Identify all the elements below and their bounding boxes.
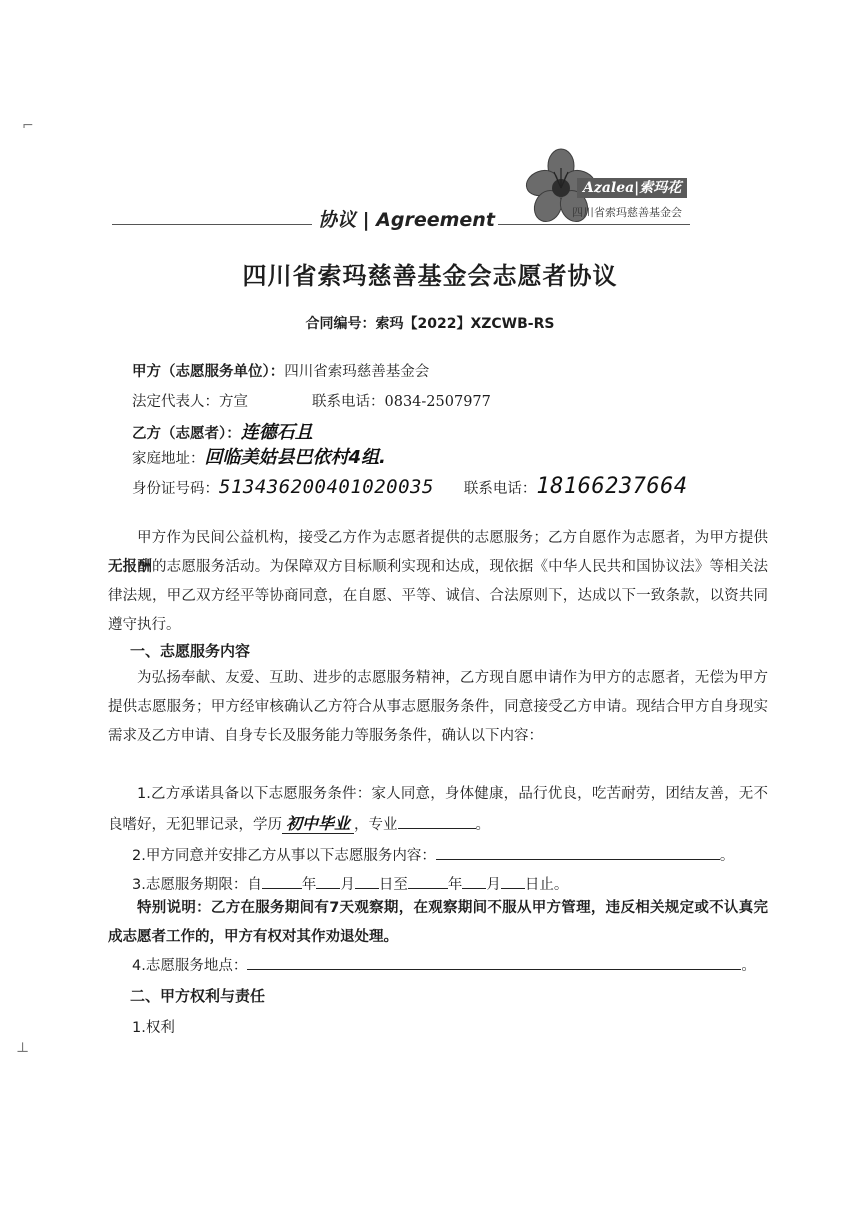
- section1-heading: 一、志愿服务内容: [130, 642, 251, 660]
- item1-text: 1.乙方承诺具备以下志愿服务条件：家人同意，身体健康，品行优良，吃苦耐劳，团结友善，无不良嗜好，无犯罪记录，学历: [108, 786, 768, 833]
- item3-prefix: 3.志愿服务期限：自: [132, 877, 262, 893]
- party-a-row: [132, 360, 429, 381]
- item1-major-label: ，专业: [354, 817, 398, 833]
- item4-text: 4.志愿服务地点：: [132, 958, 248, 974]
- party-b-id-handwritten: 513436200401020035: [219, 476, 434, 498]
- item3-month-2: 月: [486, 877, 501, 893]
- party-a-phone-label: 联系电话：: [312, 394, 385, 410]
- intro-paragraph: [108, 524, 768, 640]
- header-rule-left: [112, 224, 312, 225]
- item3-end: 日止。: [524, 877, 569, 893]
- party-b-row: [132, 418, 313, 444]
- item3-year-1: 年: [301, 877, 317, 893]
- service-content-blank: [436, 845, 720, 860]
- section2-sub1: 1.权利: [132, 1020, 175, 1036]
- section1-item2: [132, 844, 734, 865]
- start-month-blank: [316, 874, 340, 889]
- party-a-name: 四川省索玛慈善基金会: [284, 364, 430, 380]
- party-a-rep-row: [132, 390, 491, 411]
- party-b-address-label: 家庭地址：: [132, 451, 205, 467]
- service-location-blank: [247, 955, 741, 970]
- document-title: 四川省索玛慈善基金会志愿者协议: [242, 262, 618, 290]
- item3-month-1: 月: [340, 877, 355, 893]
- party-b-phone-label: 联系电话：: [463, 481, 537, 497]
- party-a-label: 甲方（志愿服务单位）：: [132, 364, 285, 380]
- start-year-blank: [262, 874, 302, 889]
- scan-edge-mark: ⊥: [16, 1040, 30, 1056]
- major-blank: [398, 814, 476, 829]
- party-b-id-label: 身份证号码：: [132, 481, 219, 497]
- item3-year-2: 年: [447, 877, 463, 893]
- header-label: 协议 | Agreement: [318, 209, 495, 231]
- party-b-label: 乙方（志愿者）：: [132, 426, 241, 442]
- section1-item3: [132, 873, 568, 894]
- item1-end: 。: [475, 817, 491, 833]
- end-month-blank: [462, 874, 486, 889]
- end-year-blank: [408, 874, 448, 889]
- party-b-address-row: [132, 443, 386, 469]
- party-a-rep-label: 法定代表人：: [132, 394, 219, 410]
- party-b-phone-handwritten: 18166237664: [536, 474, 688, 499]
- party-b-name-handwritten: 连德石且: [240, 422, 313, 443]
- item2-end: 。: [719, 848, 735, 864]
- logo-brand-badge: Azalea|索玛花: [577, 178, 687, 198]
- intro-text-1: 甲方作为民间公益机构，接受乙方作为志愿者提供的志愿服务；乙方自愿作为志愿者，为甲方提供: [137, 530, 768, 546]
- party-a-phone: 0834-2507977: [384, 394, 491, 410]
- section2-heading: 二、甲方权利与责任: [130, 987, 266, 1005]
- intro-bold-term: 无报酬: [108, 559, 153, 575]
- special-note-text: 乙方在服务期间有7天观察期，在观察期间不服从甲方管理，违反相关规定或不认真完成志愿者工作的，甲方有权对其作劝退处理。: [108, 900, 768, 945]
- start-day-blank: [355, 874, 379, 889]
- item4-end: 。: [741, 958, 756, 974]
- item1-education-handwritten: 初中毕业: [282, 814, 354, 834]
- item3-day-to: 日至: [378, 877, 408, 893]
- item2-text: 2.甲方同意并安排乙方从事以下志愿服务内容：: [132, 848, 436, 864]
- logo-org-name: 四川省索玛慈善基金会: [572, 206, 682, 219]
- section1-item4: [132, 954, 756, 975]
- intro-text-2: 的志愿服务活动。为保障双方目标顺利实现和达成，现依据《中华人民共和国协议法》等相关法律法规，甲乙双方经平等协商同意，在自愿、平等、诚信、合法原则下，达成以下一致条款，以资共同遵守执行。: [108, 559, 769, 633]
- section1-body: 为弘扬奉献、友爱、互助、进步的志愿服务精神，乙方现自愿申请作为甲方的志愿者，无偿为甲方提供志愿服务；甲方经审核确认乙方符合从事志愿服务条件，同意接受乙方申请。现结合甲方自身现实需求及乙方申请、自身专长及服务能力等服务条件，确认以下内容：: [108, 670, 768, 744]
- special-note: [108, 894, 768, 952]
- scan-edge-mark: ⌐: [22, 118, 34, 134]
- end-day-blank: [501, 874, 525, 889]
- section1-item1: [108, 780, 768, 840]
- party-b-id-row: [132, 474, 688, 499]
- party-b-address-handwritten: 回临美姑县巴依村4组.: [204, 447, 386, 468]
- special-note-label: 特别说明：: [137, 900, 211, 916]
- party-a-rep: 方宣: [219, 394, 248, 410]
- contract-number: 合同编号：索玛【2022】XZCWB-RS: [305, 316, 555, 332]
